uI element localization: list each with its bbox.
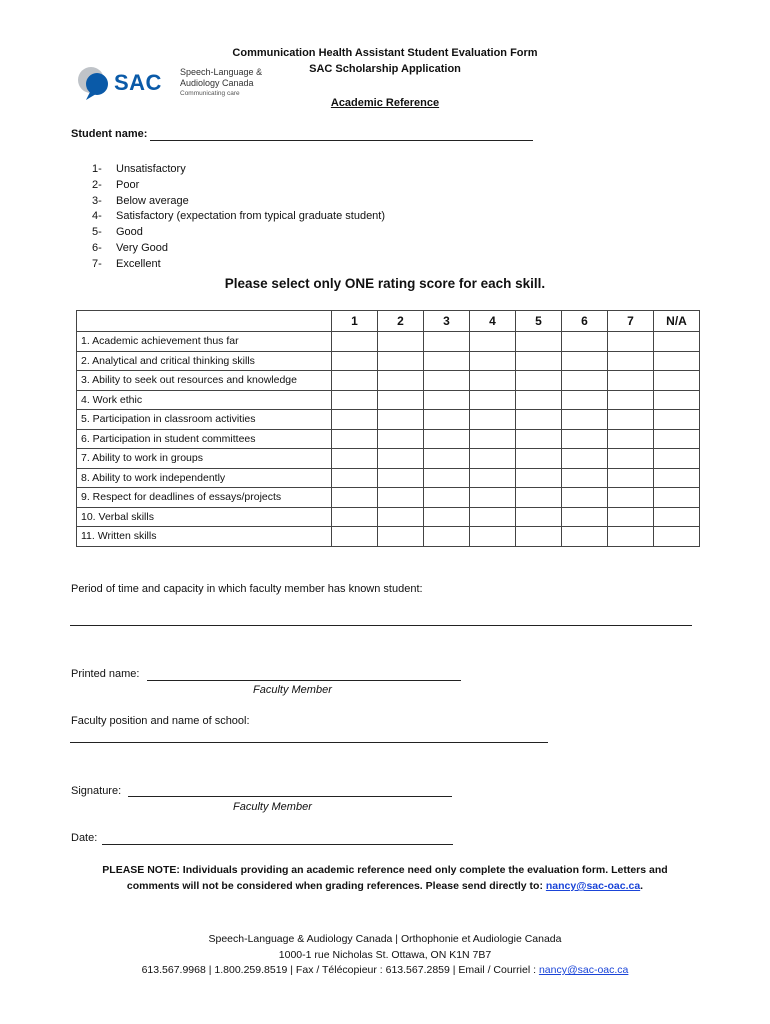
rating-checkbox-cell[interactable]	[424, 468, 470, 488]
table-row	[77, 488, 700, 508]
header-blank-cell	[77, 311, 332, 332]
rating-column-header: 1	[332, 311, 378, 332]
rating-checkbox-cell[interactable]	[332, 351, 378, 371]
rating-checkbox-cell[interactable]	[516, 410, 562, 430]
table-row	[77, 371, 700, 391]
table-row	[77, 410, 700, 430]
rating-checkbox-cell[interactable]	[608, 507, 654, 527]
printed-name-label: Printed name:	[71, 668, 140, 680]
rating-checkbox-cell[interactable]	[608, 351, 654, 371]
skill-label: 5. Participation in classroom activities	[77, 410, 332, 430]
rating-column-header: 2	[378, 311, 424, 332]
note-email-link[interactable]: nancy@sac-oac.ca	[545, 880, 641, 892]
skill-label: 11. Written skills	[77, 527, 332, 547]
skill-label: 10. Verbal skills	[77, 507, 332, 527]
rating-column-header: N/A	[654, 311, 700, 332]
rating-checkbox-cell[interactable]	[608, 371, 654, 391]
rating-checkbox-cell[interactable]	[654, 527, 700, 547]
rating-checkbox-cell[interactable]	[378, 410, 424, 430]
rating-checkbox-cell[interactable]	[516, 488, 562, 508]
rating-checkbox-cell[interactable]	[378, 507, 424, 527]
table-row	[77, 527, 700, 547]
signature-label: Signature:	[71, 785, 122, 797]
rating-checkbox-cell[interactable]	[562, 527, 608, 547]
rating-checkbox-cell[interactable]	[654, 449, 700, 469]
table-row	[77, 332, 700, 352]
faculty-member-caption: Faculty Member	[233, 801, 312, 813]
table-row	[77, 390, 700, 410]
rating-checkbox-cell[interactable]	[332, 527, 378, 547]
skill-label: 2. Analytical and critical thinking skills	[77, 351, 332, 371]
rating-checkbox-cell[interactable]	[332, 468, 378, 488]
logo-abbrev: SAC	[114, 70, 162, 95]
rating-checkbox-cell[interactable]	[516, 351, 562, 371]
rating-checkbox-cell[interactable]	[516, 429, 562, 449]
rating-checkbox-cell[interactable]	[378, 468, 424, 488]
rating-checkbox-cell[interactable]	[470, 410, 516, 430]
table-header-row	[77, 311, 700, 332]
rating-checkbox-cell[interactable]	[378, 371, 424, 391]
rating-checkbox-cell[interactable]	[424, 351, 470, 371]
rating-checkbox-cell[interactable]	[470, 429, 516, 449]
form-subtitle: SAC Scholarship Application	[309, 63, 461, 75]
rating-column-header: 6	[562, 311, 608, 332]
signature-field[interactable]	[128, 796, 452, 797]
rating-checkbox-cell[interactable]	[424, 332, 470, 352]
rating-checkbox-cell[interactable]	[562, 429, 608, 449]
rating-checkbox-cell[interactable]	[562, 390, 608, 410]
skill-label: 6. Participation in student committees	[77, 429, 332, 449]
rating-column-header: 3	[424, 311, 470, 332]
rating-checkbox-cell[interactable]	[424, 527, 470, 547]
rating-column-header: 5	[516, 311, 562, 332]
rating-checkbox-cell[interactable]	[424, 429, 470, 449]
rating-checkbox-cell[interactable]	[424, 507, 470, 527]
scale-item: 3- Below average	[92, 194, 189, 207]
position-label: Faculty position and name of school:	[71, 715, 250, 727]
rating-checkbox-cell[interactable]	[562, 332, 608, 352]
faculty-member-caption: Faculty Member	[253, 684, 332, 696]
logo-tagline: Communicating care	[180, 90, 240, 97]
date-field[interactable]	[102, 844, 453, 845]
rating-checkbox-cell[interactable]	[470, 449, 516, 469]
student-name-label: Student name:	[71, 128, 148, 140]
rating-checkbox-cell[interactable]	[332, 507, 378, 527]
rating-checkbox-cell[interactable]	[424, 449, 470, 469]
skill-label: 1. Academic achievement thus far	[77, 332, 332, 352]
rating-checkbox-cell[interactable]	[470, 332, 516, 352]
rating-table	[76, 310, 700, 547]
please-note: PLEASE NOTE: Individuals providing an academic reference need only complete the evaluation form. Letters and comments will not be considered when grading references. Please send directly to: nancy@sac-oac.ca.	[102, 864, 668, 892]
scale-item: 5- Good	[92, 226, 143, 239]
skill-label: 8. Ability to work independently	[77, 468, 332, 488]
rating-checkbox-cell[interactable]	[516, 390, 562, 410]
rating-checkbox-cell[interactable]	[470, 390, 516, 410]
rating-checkbox-cell[interactable]	[654, 390, 700, 410]
rating-checkbox-cell[interactable]	[470, 488, 516, 508]
section-title: Academic Reference	[330, 97, 440, 109]
position-field[interactable]	[70, 742, 548, 743]
skill-label: 7. Ability to work in groups	[77, 449, 332, 469]
rating-checkbox-cell[interactable]	[332, 390, 378, 410]
rating-checkbox-cell[interactable]	[332, 410, 378, 430]
scale-item: 4- Satisfactory (expectation from typical graduate student)	[92, 210, 386, 223]
rating-checkbox-cell[interactable]	[470, 507, 516, 527]
rating-column-header: 4	[470, 311, 516, 332]
rating-checkbox-cell[interactable]	[608, 410, 654, 430]
period-label: Period of time and capacity in which faculty member has known student:	[71, 583, 423, 595]
student-name-field[interactable]	[150, 140, 533, 141]
logo-org-name: Speech-Language & Audiology Canada	[180, 67, 263, 88]
rating-checkbox-cell[interactable]	[378, 390, 424, 410]
rating-checkbox-cell[interactable]	[516, 468, 562, 488]
rating-checkbox-cell[interactable]	[654, 371, 700, 391]
rating-checkbox-cell[interactable]	[378, 449, 424, 469]
scale-item: 7- Excellent	[92, 257, 161, 270]
footer-org: Speech-Language & Audiology Canada | Orthophonie et Audiologie Canada	[208, 933, 562, 945]
rating-checkbox-cell[interactable]	[332, 429, 378, 449]
scale-item: 6- Very Good	[92, 241, 168, 254]
rating-checkbox-cell[interactable]	[516, 332, 562, 352]
rating-checkbox-cell[interactable]	[378, 429, 424, 449]
rating-checkbox-cell[interactable]	[608, 527, 654, 547]
rating-instruction: Please select only ONE rating score for each skill.	[224, 276, 546, 291]
rating-checkbox-cell[interactable]	[562, 449, 608, 469]
rating-checkbox-cell[interactable]	[424, 371, 470, 391]
rating-checkbox-cell[interactable]	[654, 468, 700, 488]
table-row	[77, 351, 700, 371]
rating-checkbox-cell[interactable]	[516, 371, 562, 391]
rating-checkbox-cell[interactable]	[608, 332, 654, 352]
rating-checkbox-cell[interactable]	[424, 390, 470, 410]
rating-scale-list	[92, 162, 385, 273]
rating-checkbox-cell[interactable]	[516, 507, 562, 527]
rating-checkbox-cell[interactable]	[332, 371, 378, 391]
skill-label: 9. Respect for deadlines of essays/projects	[77, 488, 332, 508]
rating-checkbox-cell[interactable]	[608, 449, 654, 469]
footer-address: 1000-1 rue Nicholas St. Ottawa, ON K1N 7B7	[278, 948, 492, 961]
rating-checkbox-cell[interactable]	[470, 527, 516, 547]
rating-checkbox-cell[interactable]	[470, 371, 516, 391]
rating-checkbox-cell[interactable]	[378, 488, 424, 508]
rating-checkbox-cell[interactable]	[654, 507, 700, 527]
rating-checkbox-cell[interactable]	[562, 410, 608, 430]
period-field[interactable]	[70, 625, 692, 626]
rating-checkbox-cell[interactable]	[378, 332, 424, 352]
scale-item: 1- Unsatisfactory	[92, 163, 186, 175]
rating-checkbox-cell[interactable]	[562, 507, 608, 527]
rating-checkbox-cell[interactable]	[424, 488, 470, 508]
footer-email-link[interactable]: nancy@sac-oac.ca	[538, 964, 629, 976]
rating-checkbox-cell[interactable]	[562, 351, 608, 371]
rating-checkbox-cell[interactable]	[654, 488, 700, 508]
table-row	[77, 468, 700, 488]
date-label: Date:	[71, 832, 98, 844]
rating-checkbox-cell[interactable]	[608, 429, 654, 449]
rating-checkbox-cell[interactable]	[470, 351, 516, 371]
rating-checkbox-cell[interactable]	[378, 351, 424, 371]
rating-checkbox-cell[interactable]	[378, 527, 424, 547]
skill-label: 3. Ability to seek out resources and knowledge	[77, 371, 332, 391]
rating-checkbox-cell[interactable]	[332, 488, 378, 508]
rating-checkbox-cell[interactable]	[608, 390, 654, 410]
rating-checkbox-cell[interactable]	[516, 527, 562, 547]
rating-checkbox-cell[interactable]	[332, 332, 378, 352]
rating-checkbox-cell[interactable]	[516, 449, 562, 469]
rating-checkbox-cell[interactable]	[562, 488, 608, 508]
rating-column-header: 7	[608, 311, 654, 332]
rating-checkbox-cell[interactable]	[654, 429, 700, 449]
table-row	[77, 429, 700, 449]
footer-contact: 613.567.9968 | 1.800.259.8519 | Fax / Télécopieur : 613.567.2859 | Email / Courriel : nancy@sac-oac.ca	[141, 964, 629, 976]
printed-name-field[interactable]	[147, 680, 461, 681]
rating-checkbox-cell[interactable]	[562, 371, 608, 391]
table-row	[77, 507, 700, 527]
rating-checkbox-cell[interactable]	[654, 351, 700, 371]
footer	[0, 932, 770, 979]
rating-checkbox-cell[interactable]	[608, 488, 654, 508]
table-row	[77, 449, 700, 469]
rating-checkbox-cell[interactable]	[470, 468, 516, 488]
rating-checkbox-cell[interactable]	[654, 410, 700, 430]
rating-checkbox-cell[interactable]	[332, 449, 378, 469]
skill-label: 4. Work ethic	[77, 390, 332, 410]
rating-checkbox-cell[interactable]	[608, 468, 654, 488]
form-title: Communication Health Assistant Student Evaluation Form	[232, 47, 538, 59]
rating-checkbox-cell[interactable]	[654, 332, 700, 352]
rating-checkbox-cell[interactable]	[562, 468, 608, 488]
rating-checkbox-cell[interactable]	[424, 410, 470, 430]
scale-item: 2- Poor	[92, 178, 140, 191]
